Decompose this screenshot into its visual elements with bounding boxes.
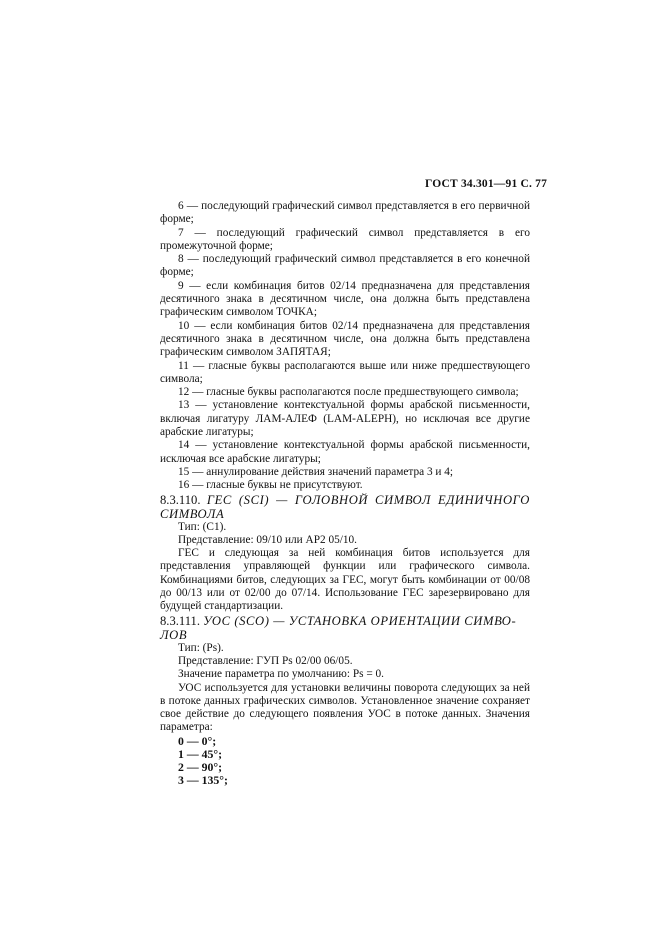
section-number: 8.3.111. (160, 613, 200, 628)
list-item: 14 — установление контекстуальной формы арабской письменности, исключая все арабские лигатуры; (160, 439, 530, 465)
document-body (160, 200, 530, 787)
section-title-line-2: ЛОВ (160, 627, 188, 642)
list-item: 15 — аннулирование действия значений параметра 3 и 4; (178, 465, 454, 478)
page-header: ГОСТ 34.301—91 С. 77 (425, 178, 548, 190)
section-type: Тип: (С1). (178, 520, 227, 533)
list-item: 6 — последующий графический символ представляется в его первичной форме; (160, 200, 530, 226)
list-item: 10 — если комбинация битов 02/14 предназначена для представления десятичного знака в десятичном числе, она должна быть представлена графическим символом ЗАПЯТАЯ; (160, 319, 530, 359)
list-item: 13 — установление контекстуальной формы арабской письменности, включая лигатуру ЛАМ-АЛЕФ (LAM-ALEPH), но исключая все другие арабские лигатуры; (160, 399, 530, 439)
section-representation: Представление: 09/10 или АР2 05/10. (178, 533, 358, 546)
section-type: Тип: (Рs). (178, 641, 224, 654)
parameter-value: 3 — 135°; (178, 772, 228, 787)
parameter-value: 2 — 90°; (178, 759, 223, 774)
list-item: 7 — последующий графический символ представляется в его промежуточной форме; (160, 226, 530, 252)
section-title-line-1: УОС (SCO) — УСТАНОВКА ОРИЕНТАЦИИ СИМВО- (203, 613, 517, 628)
list-item: 12 — гласные буквы располагаются после предшествующего символа; (178, 386, 519, 399)
list-item: 9 — если комбинация битов 02/14 предназначена для представления десятичного знака в десятичном числе, она должна быть представлена графическим символом ТОЧКА; (160, 279, 530, 319)
list-item: 11 — гласные буквы располагаются выше или ниже предшествующего символа; (160, 359, 530, 385)
section-heading-8-3-111 (160, 614, 530, 642)
section-default: Значение параметра по умолчанию: Рs = 0. (178, 668, 385, 681)
section-representation: Представление: ГУП Рs 02/00 06/05. (178, 654, 353, 667)
section-title: ГЕС (SCI) — ГОЛОВНОЙ СИМВОЛ ЕДИНИЧНОГО СИМВОЛА (160, 492, 530, 521)
section-text: ГЕС и следующая за ней комбинация битов используется для представления управляющей функции или графического символа. Комбинациями битов, следующих за ГЕС, могут быть комбинации от 00/08 до 00/13 или от 02/00 до 07/14. Использование ГЕС зарезервировано для будущей стандартизации. (160, 547, 530, 613)
list-item: 16 — гласные буквы не присутствуют. (178, 479, 363, 492)
parameter-value: 0 — 0°; (178, 733, 217, 748)
section-heading-8-3-110 (160, 493, 530, 521)
section-text: УОС используется для установки величины поворота следующих за ней в потоке данных графических символов. Установленное значение сохраняет свое действие до следующего появления УОС в потоке данных. Значения параметра: (160, 681, 530, 734)
section-number: 8.3.110. (160, 492, 201, 507)
list-item: 8 — последующий графический символ представляется в его конечной форме; (160, 253, 530, 279)
parameter-value: 1 — 45°; (178, 746, 223, 761)
